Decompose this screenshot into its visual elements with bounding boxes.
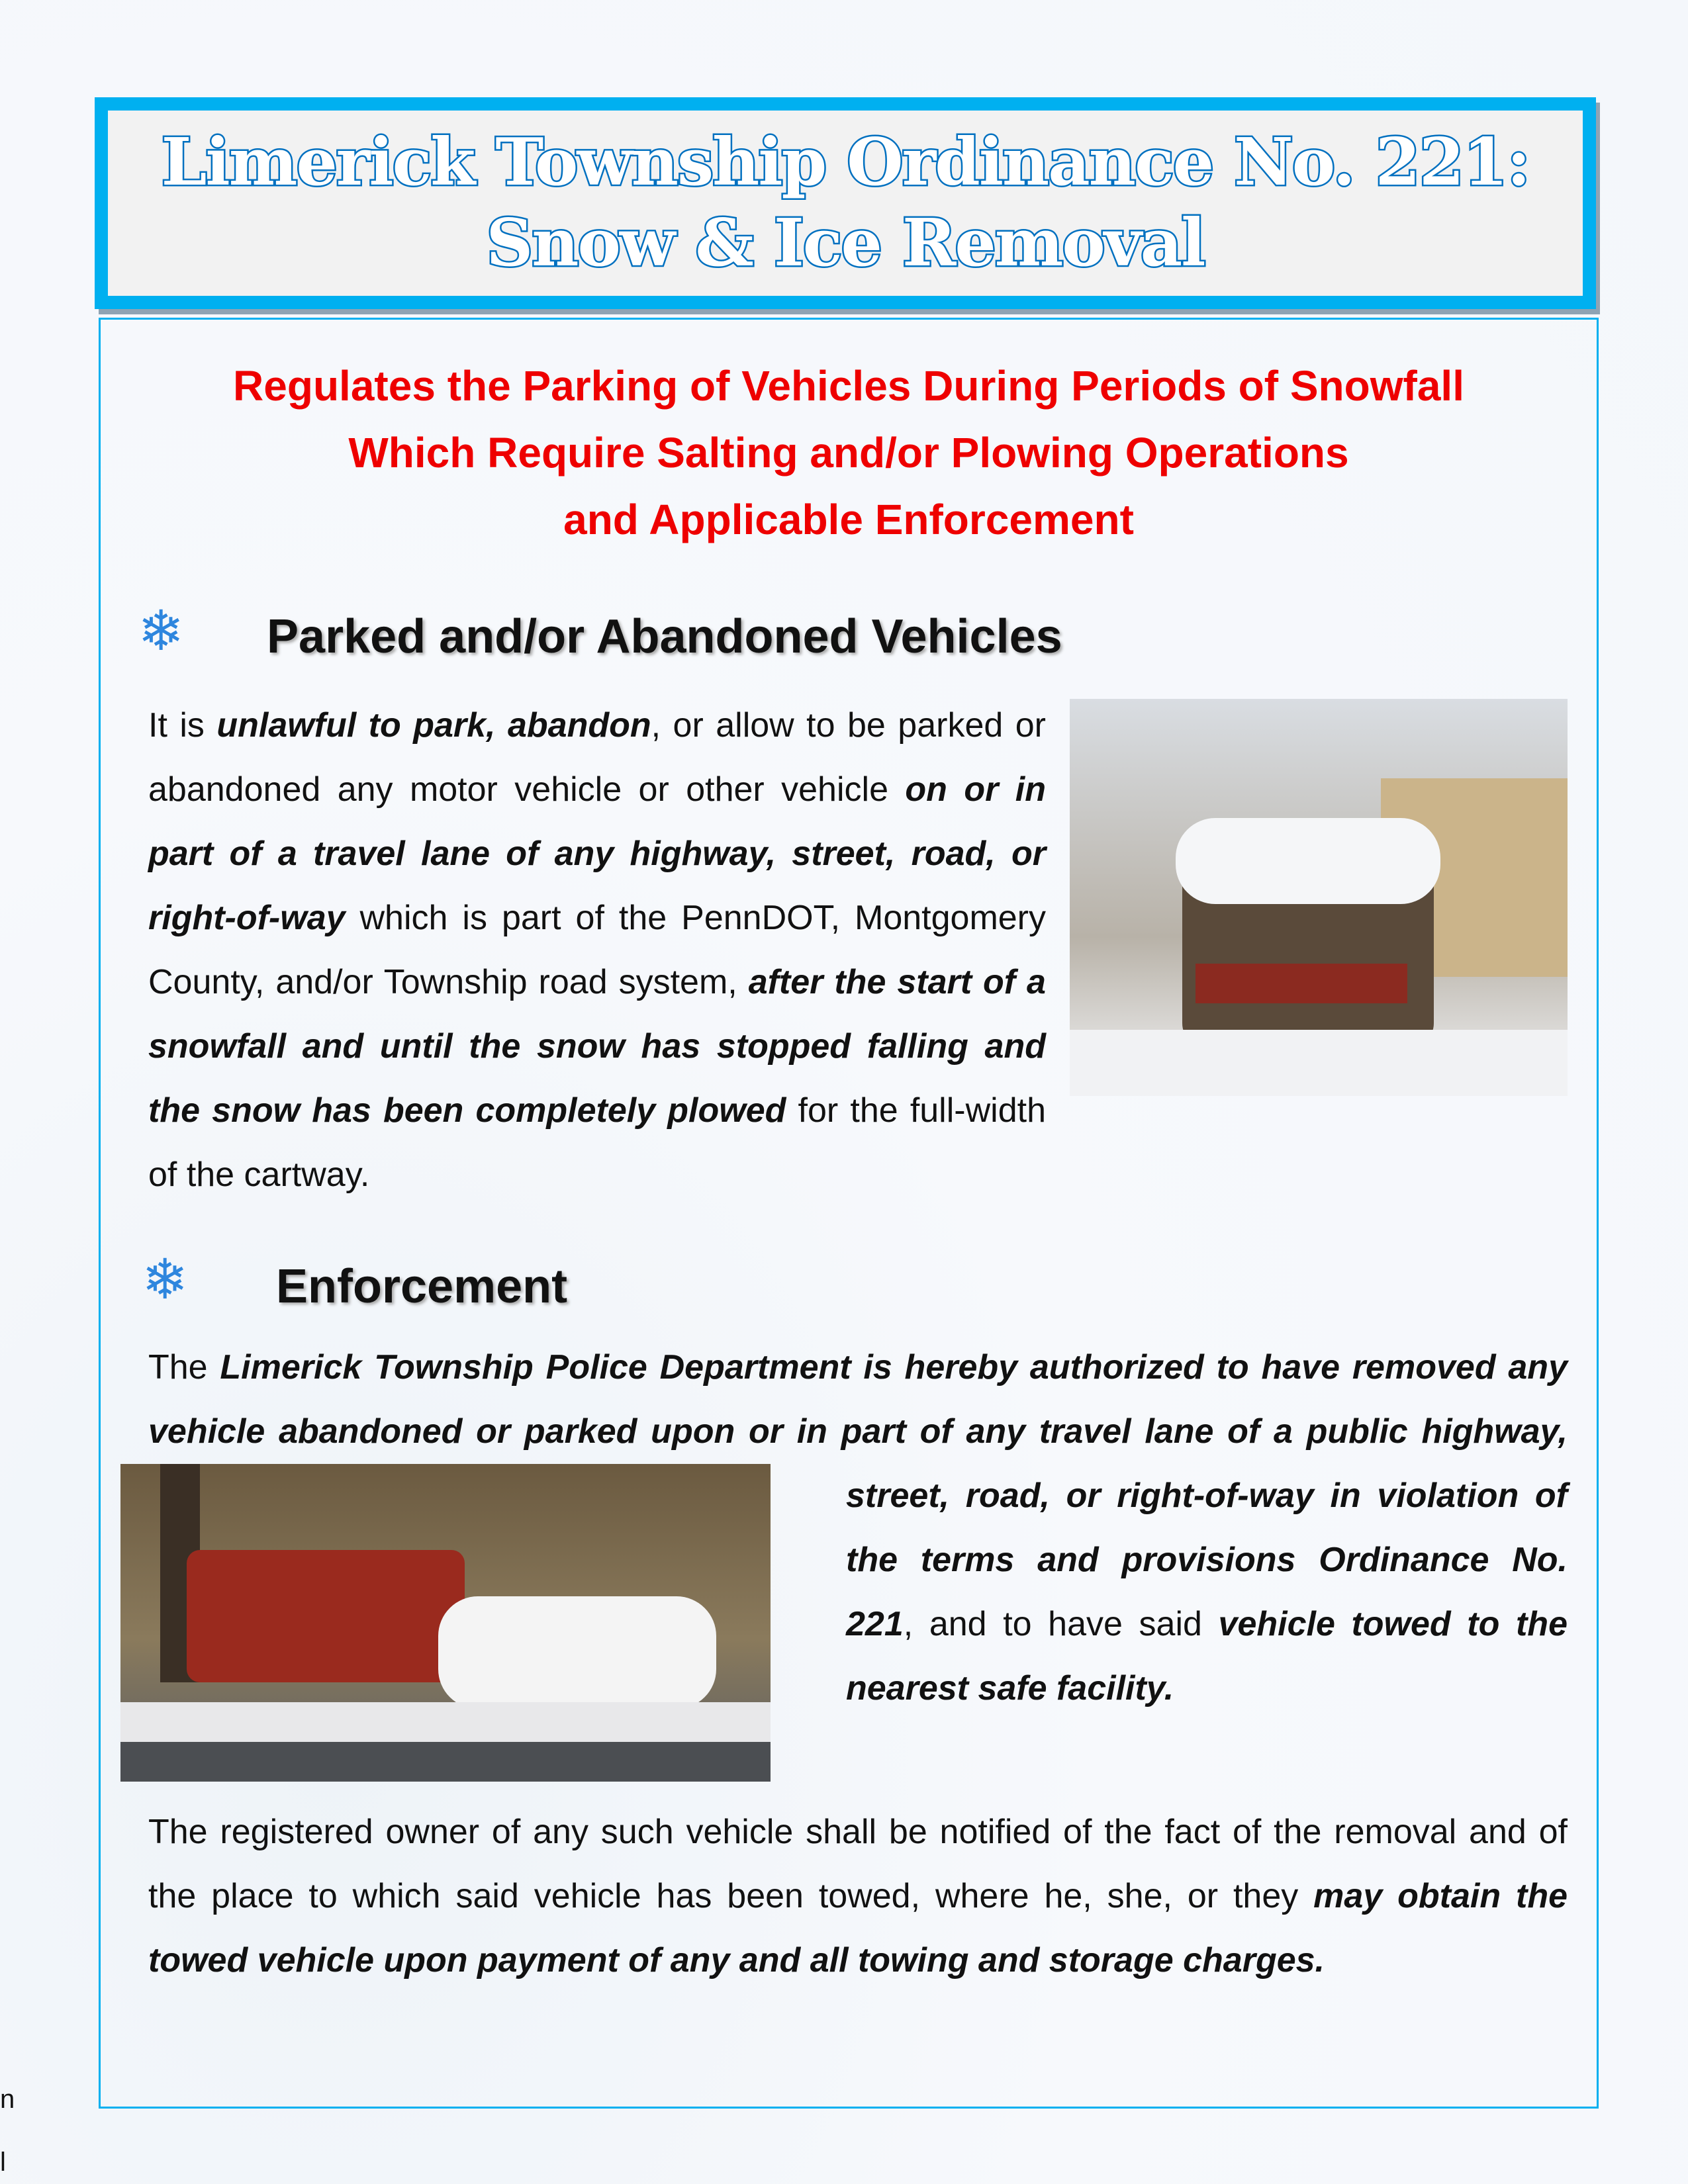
subtitle [101, 353, 1597, 553]
title-line-2: Snow & Ice Removal [486, 205, 1205, 281]
section1-paragraph: It is unlawful to park, abandon, or allow to be parked or abandoned any motor vehicle or other vehicle on or in part of a travel lane of any highway, street, road, or right-of-way which is part of the PennDOT, Montgomery County, and/or Township road system, after the start of a snowfall and until the snow has stopped falling and the snow has been completely plowed for the full-width of the cartway. [148, 694, 1568, 1207]
snowflake-icon: ❄ [138, 600, 185, 662]
subtitle-line-3: and Applicable Enforcement [563, 496, 1134, 543]
subtitle-line-1: Regulates the Parking of Vehicles During Periods of Snowfall [233, 362, 1464, 410]
snowflake-icon: ❄ [142, 1248, 189, 1310]
stray-text-fragment: n [0, 2085, 15, 2114]
section-heading-enforcement: Enforcement [276, 1260, 568, 1313]
section2-paragraph-1: The Limerick Township Police Department is hereby authorized to have removed any vehicle abandoned or parked upon or in part of any travel lane of a public highway, street, road, or right-of-way in violation of the terms and provisions Ordinance No. 221, and to have said vehicle towed to the nearest safe facility. [148, 1348, 1568, 1707]
snowy-van-photo [1070, 699, 1568, 1096]
title-banner [95, 97, 1596, 309]
subtitle-line-2: Which Require Salting and/or Plowing Operations [348, 429, 1349, 477]
section2-paragraph-2: The registered owner of any such vehicle shall be notified of the fact of the removal and of the place to which said vehicle has been towed, where he, she, or they may obtain the towed vehicle upon payment of any and all towing and storage charges. [148, 1813, 1568, 1979]
stray-text-fragment: l [0, 2148, 6, 2177]
content-frame [99, 318, 1599, 2109]
section-heading-parked: Parked and/or Abandoned Vehicles [267, 610, 1062, 663]
title-line-1: Limerick Township Ordinance No. 221: [161, 124, 1530, 201]
tow-truck-photo [120, 1464, 771, 1782]
